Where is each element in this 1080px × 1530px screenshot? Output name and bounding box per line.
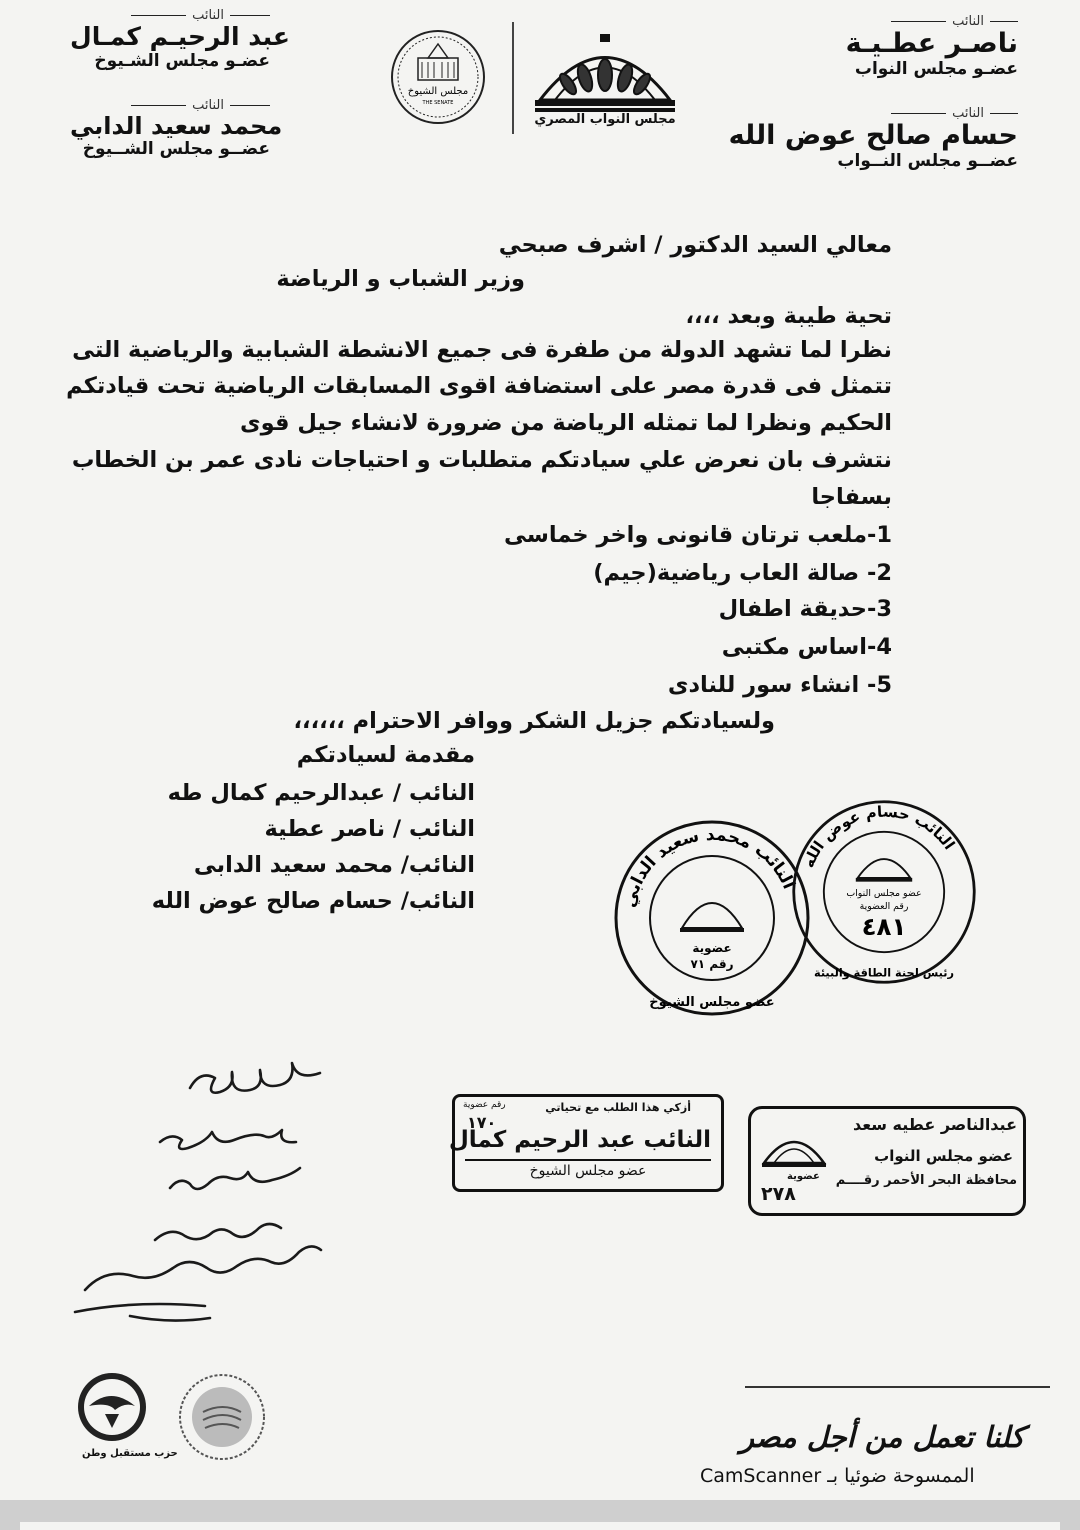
role-label: النائب (192, 8, 224, 23)
header-right-top (846, 14, 1018, 79)
list-item: 4-اساس مكتبى (721, 634, 892, 660)
member-title: عضــو مجلس الشــيوخ (82, 139, 270, 160)
signatory: النائب/ حسام صالح عوض الله (151, 888, 475, 914)
paragraph-line: الحكيم ونظرا لما تمثله الرياضة من ضرورة لانشاء جيل قوى (240, 410, 892, 436)
list-item: 5- انشاء سور للنادى (667, 672, 892, 698)
stamp-membership-label: عضوية (787, 1171, 820, 1182)
header-right-bottom (729, 106, 1018, 171)
paragraph-line: بسفاجا (811, 484, 892, 510)
salutation: معالي السيد الدكتور / اشرف صبحي (498, 232, 892, 258)
member-name: حسام صالح عوض الله (728, 120, 1018, 151)
svg-text:النائب محمد سعيد الدابي (620, 825, 799, 909)
senate-logo-text: مجلس الشيوخ (407, 86, 469, 97)
stamp-membership-number: ٢٧٨ (761, 1183, 796, 1205)
stamp-membership-label: عضوية (692, 941, 732, 955)
list-item: 3-حديقة اطفال (718, 596, 892, 622)
signatory: النائب / عبدالرحيم كمال طه (167, 780, 475, 806)
senate-logo-subtext: THE SENATE (422, 100, 454, 106)
stamp-ring-text: النائب حسام عوض الله (799, 802, 959, 871)
stamp-bottom-text: رئيس لجنة الطاقة والبيئة (813, 966, 955, 980)
rect-stamp-nasser-attia (748, 1106, 1026, 1216)
member-title: عضــو مجلس النــواب (837, 150, 1018, 171)
header-divider (512, 22, 514, 134)
role-label: النائب (952, 14, 984, 29)
scan-edge (0, 1500, 1080, 1530)
member-name: ناصـر عطـيـة (845, 28, 1018, 59)
stamp-membership-label: رقم العضوية (859, 900, 909, 912)
stamp-number: ١٧٠ (467, 1113, 497, 1132)
member-name: محمد سعيد الدابي (70, 112, 283, 140)
stamp-name: النائب عبد الرحيم كمال (448, 1127, 711, 1153)
round-stamp-senator-dabi (612, 818, 812, 1018)
stamp-name: عبدالناصر عطيه سعد (852, 1115, 1017, 1134)
rect-stamp-abdelrahim-kamal (448, 1094, 724, 1192)
stamp-member: عضو مجلس النواب (874, 1147, 1013, 1165)
list-item: 1-ملعب ترتان قانونى واخر خماسى (503, 522, 892, 548)
stamp-district: محافظة البحر الأحمر رقــــم (835, 1173, 1017, 1188)
member-name: عبد الرحيـم كمـال (70, 22, 290, 51)
greeting: تحية طيبة وبعد ،،،، (685, 303, 892, 329)
senate-logo-icon (388, 22, 488, 132)
stamp-membership-number: ٤٨١ (861, 912, 907, 942)
closing: ولسيادتكم جزيل الشكر ووافر الاحترام ،،،،،، (293, 708, 775, 734)
round-stamp-deputy-awadallah (790, 798, 978, 986)
party-eagle-logo-icon (75, 1370, 150, 1450)
paragraph-line: تتمثل فى قدرة مصر على استضافة اقوى المسابقات الرياضية تحت قيادتكم (66, 373, 892, 399)
paragraph-line: نظرا لما تشهد الدولة من طفرة فى جميع الانشطة الشبابية والرياضية التى (72, 337, 892, 363)
recipient-title: وزير الشباب و الرياضة (276, 266, 525, 292)
list-item: 2- صالة العاب رياضية(جيم) (593, 560, 892, 586)
signatory: النائب / ناصر عطية (264, 816, 475, 842)
camscanner-watermark: الممسوحة ضوئيا بـ CamScanner (700, 1465, 975, 1487)
stamp-ring-text: النائب محمد سعيد الدابي (619, 824, 799, 910)
presented-by: مقدمة لسيادتكم (296, 742, 475, 768)
role-label: النائب (192, 98, 224, 113)
role-label: النائب (952, 106, 984, 121)
stamp-membership-number: رقم ٧١ (690, 957, 734, 971)
handwritten-note (60, 1050, 380, 1340)
footer-rule (745, 1386, 1050, 1388)
stamp-number-label: رقم عضوية (463, 1100, 506, 1110)
header-left-top (70, 8, 290, 71)
round-seal-icon (175, 1372, 270, 1462)
member-title: عضـو مجلس الشـيوخ (94, 50, 270, 71)
dome-icon (759, 1123, 829, 1171)
header-left-bottom (70, 98, 283, 160)
party-label: حزب مستقبل وطن (82, 1448, 178, 1459)
footer-slogan: كلنا تعمل من أجل مصر (740, 1420, 1025, 1454)
stamp-inner-text: عضو مجلس النواب (846, 887, 922, 899)
house-logo-label: مجلس النواب المصري (534, 112, 676, 127)
member-title: عضـو مجلس النواب (854, 58, 1018, 79)
stamp-top-text: أزكي هذا الطلب مع تحياتي (545, 1101, 691, 1114)
signatory: النائب/ محمد سعيد الدابى (193, 852, 475, 878)
stamp-bottom-text: عضو مجلس الشيوخ (649, 995, 775, 1010)
paragraph-line: نتشرف بان نعرض علي سيادتكم متطلبات و احتياجات نادى عمر بن الخطاب (71, 447, 892, 473)
stamp-member: عضو مجلس الشيوخ (529, 1163, 647, 1179)
